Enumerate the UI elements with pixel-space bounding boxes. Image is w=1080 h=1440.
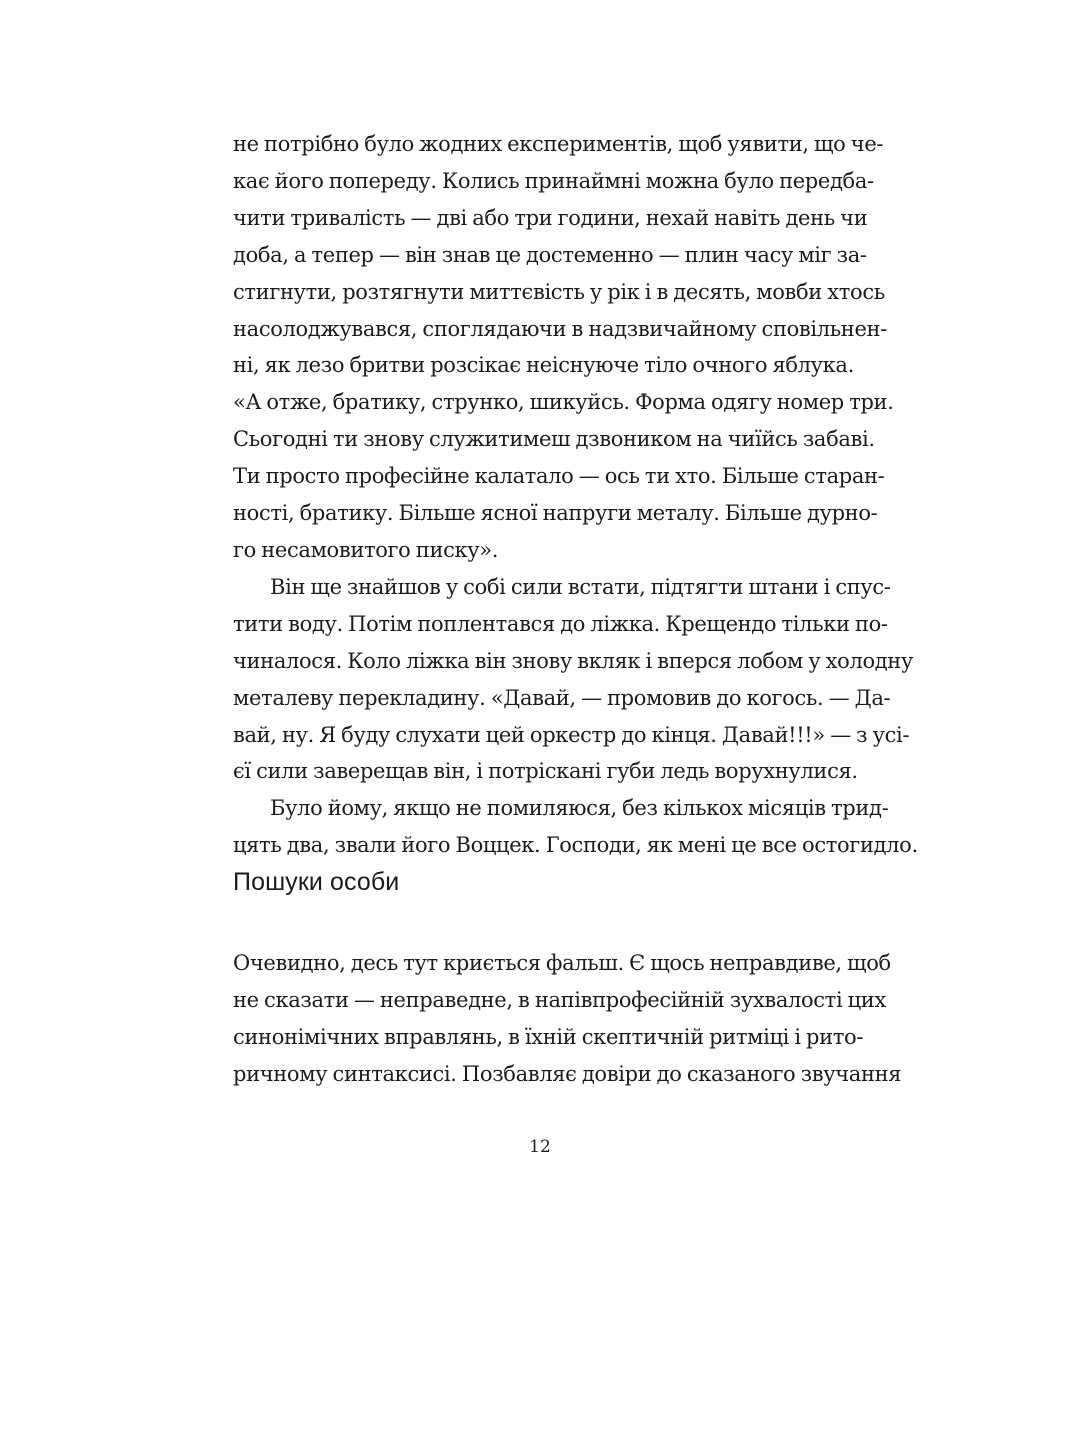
text-block-main [233,126,918,864]
text-line: стигнути, розтягнути миттєвість у рік і в десять, мовби хтось [233,279,885,304]
section-heading: Пошуки особи [233,868,400,896]
text-line: чиналося. Коло ліжка він знову вкляк і вперся лобом у холодну [233,648,913,673]
text-line: Сьогодні ти знову служитимеш дзвоником на чиїйсь забаві. [233,427,875,452]
text-line: кає його попереду. Колись принаймні можна було передба- [233,168,874,193]
text-line-paragraph-start: Він ще знайшов у собі сили встати, підтягти штани і спус- [270,574,891,599]
text-line: го несамовитого писку». [233,537,499,562]
text-line: єї сили заверещав він, і потріскані губи ледь ворухнулися. [233,759,858,784]
text-line: ності, братику. Більше ясної напруги металу. Більше дурно- [233,501,878,526]
text-line: чити тривалість — дві або три години, нехай навіть день чи [233,205,868,230]
text-line: не сказати — неправедне, в напівпрофесійній зухвалості цих [233,987,886,1012]
text-line: тити воду. Потім поплентався до ліжка. Крещендо тільки по- [233,611,888,636]
text-line: насолоджувався, споглядаючи в надзвичайному сповільнен- [233,316,887,341]
text-line: металеву перекладину. «Давай, — промовив до когось. — Да- [233,685,891,710]
text-block-section [233,945,902,1093]
text-line: Ти просто професійне калатало — ось ти хто. Більше старан- [233,464,885,489]
text-line: синонімічних вправлянь, в їхній скептичній ритміці і рито- [233,1024,864,1049]
text-line: ні, як лезо бритви розсікає неіснуюче тіло очного яблука. [233,353,854,378]
text-line: Очевидно, десь тут криється фальш. Є щось неправдиве, щоб [233,951,891,975]
page-number: 12 [529,1137,551,1157]
text-line: ричному синтаксисі. Позбавляє довіри до сказаного звучання [233,1061,902,1086]
text-line: доба, а тепер — він знав це достеменно — плин часу міг за- [233,242,867,267]
text-line: цять два, звали його Воццек. Господи, як мені це все остогидло. [233,833,918,858]
text-line-paragraph-start: Було йому, якщо не помиляюся, без кількох місяців трид- [270,796,889,821]
text-line: вай, ну. Я буду слухати цей оркестр до кінця. Давай!!!» — з усі- [233,722,910,747]
text-line: «А отже, братику, струнко, шикуйсь. Форма одягу номер три. [233,390,894,415]
text-line: не потрібно було жодних експериментів, щоб уявити, що че- [233,132,884,156]
